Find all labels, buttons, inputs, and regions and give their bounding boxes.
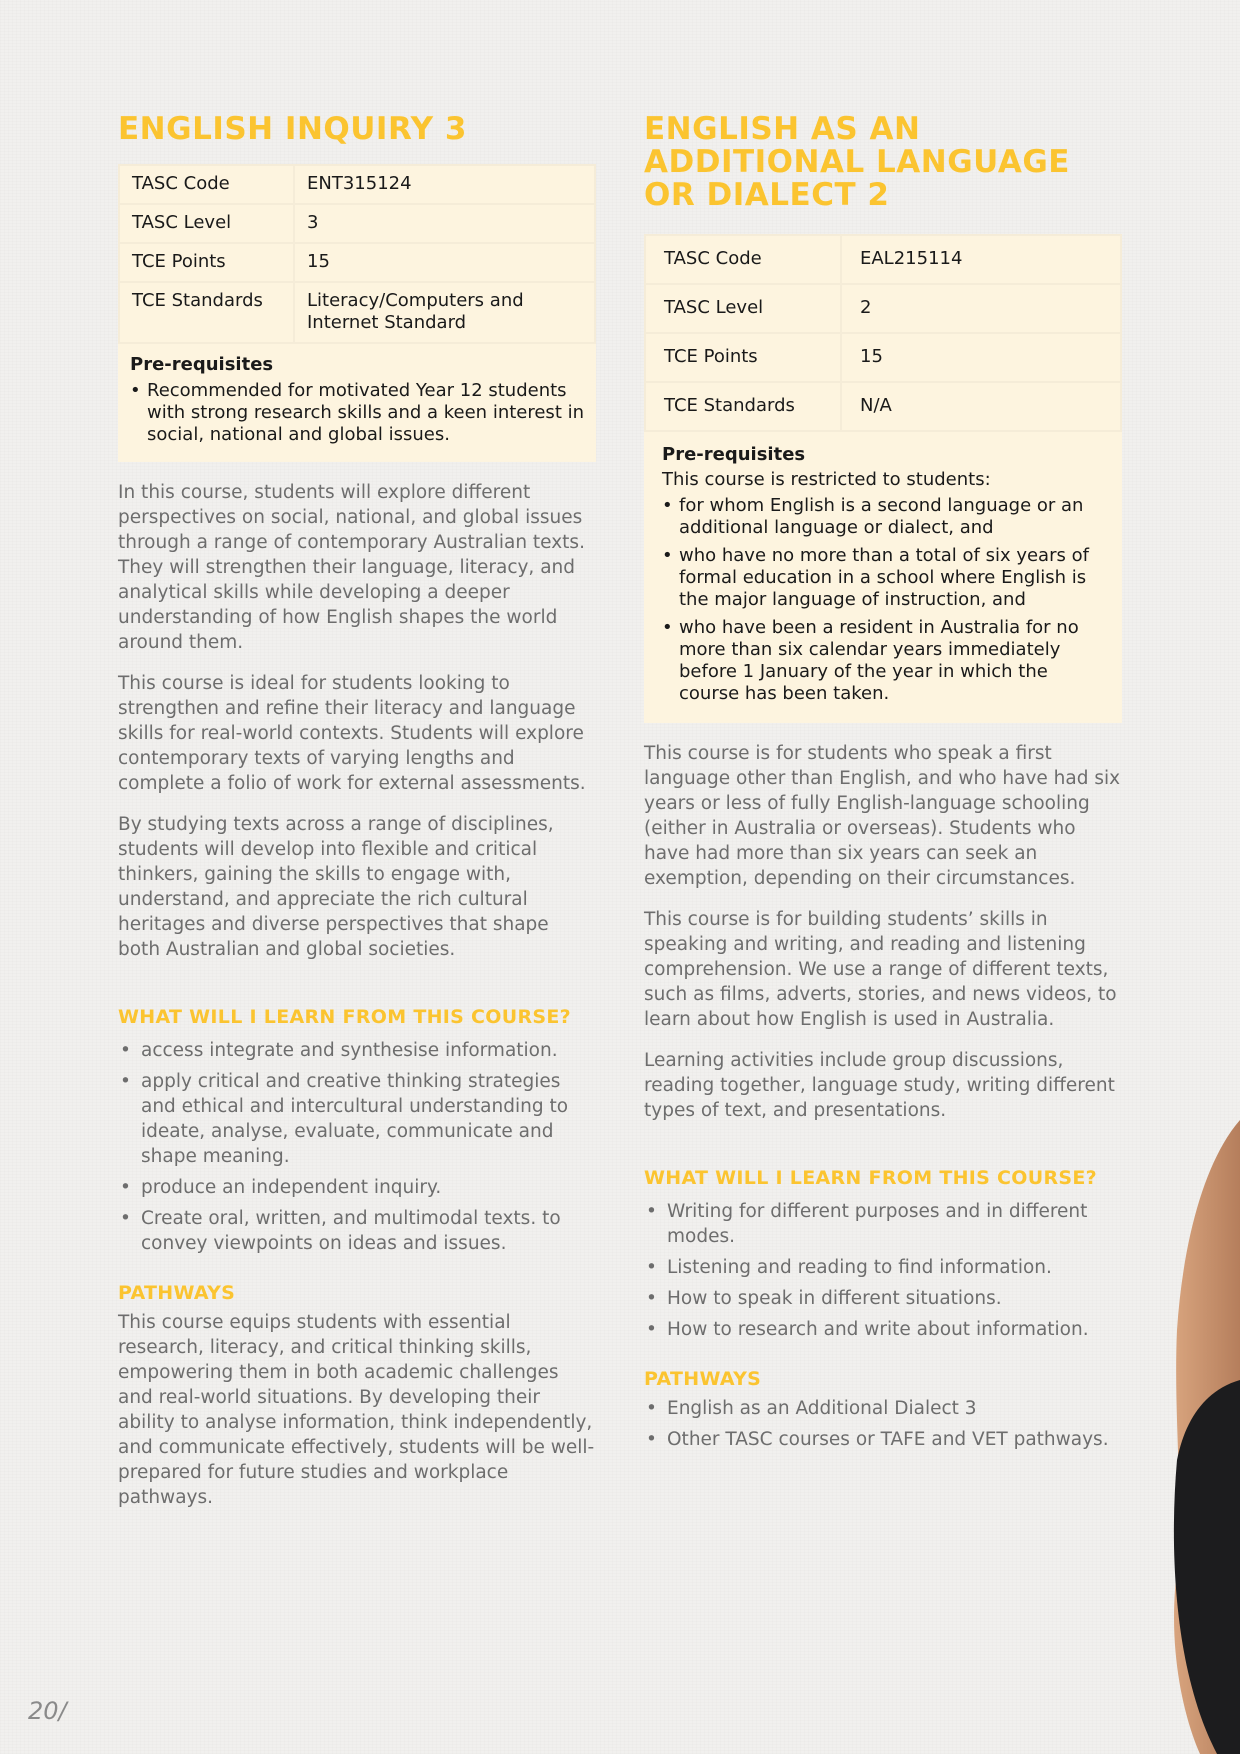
prerequisite-item: • Recommended for motivated Year 12 students with strong research skills and a keen interest in social, national and global issues. [130, 380, 584, 446]
learn-item: • produce an independent inquiry. [118, 1175, 596, 1200]
right-paragraph: Learning activities include group discussions, reading together, language study, writing different types of text, and presentations. [644, 1050, 1115, 1121]
info-row [119, 243, 595, 282]
learn-item: • Listening and reading to find information. [644, 1255, 1122, 1280]
info-value: 15 [294, 243, 595, 282]
prerequisites-title: Pre-requisites [130, 354, 274, 375]
left-pathways-text: This course equips students with essential research, literacy, and critical thinking skills, empowering them in both academic challenges and real-world situations. By developing their ability to analyse information, think independently, and communicate effectively, students will be well-prepared for future studies and workplace pathways. [118, 1312, 595, 1508]
student-photo-graphic [1145, 1120, 1240, 1754]
page-number: 20/ [28, 1697, 67, 1725]
right-learn-list [644, 1199, 1122, 1342]
info-row [645, 382, 1121, 431]
info-row [645, 235, 1121, 284]
left-paragraph: By studying texts across a range of disciplines, students will develop into flexible and critical thinkers, gaining the skills to engage with, understand, and appreciate the rich cultural heritages and diverse perspectives that shape both Australian and global societies. [118, 814, 554, 960]
right-learn-heading: WHAT WILL I LEARN FROM THIS COURSE? [644, 1167, 1097, 1189]
right-course-info-table [644, 234, 1122, 432]
info-row [119, 165, 595, 204]
prerequisite-item: • for whom English is a second language or an additional language or dialect, and [662, 495, 1108, 539]
left-learn-list [118, 1038, 596, 1256]
info-label: TCE Standards [119, 282, 294, 343]
info-label: TCE Standards [645, 382, 841, 431]
right-pathways-heading: PATHWAYS [644, 1368, 762, 1390]
left-prerequisites [118, 344, 596, 462]
right-paragraph: This course is for students who speak a first language other than English, and who have had six years or less of fully English-language schooling (either in Australia or overseas). Students who have had more than six years can seek an exemption, depending on their circumstances. [644, 743, 1121, 889]
info-value: Literacy/Computers and Internet Standard [294, 282, 595, 343]
info-value: 15 [841, 333, 1121, 382]
left-learn-heading: WHAT WILL I LEARN FROM THIS COURSE? [118, 1006, 571, 1028]
right-course-title [644, 113, 1122, 212]
info-value: 3 [294, 204, 595, 243]
learn-item: • How to research and write about information. [644, 1317, 1122, 1342]
title-line: ADDITIONAL LANGUAGE [644, 144, 1070, 180]
info-label: TASC Code [645, 235, 841, 284]
learn-item: • How to speak in different situations. [644, 1286, 1122, 1311]
left-course-title: ENGLISH INQUIRY 3 [118, 111, 467, 147]
info-value: N/A [841, 382, 1121, 431]
prerequisites-list [130, 380, 584, 446]
learn-item: • Create oral, written, and multimodal texts. to convey viewpoints on ideas and issues. [118, 1206, 596, 1256]
pathway-item: • English as an Additional Dialect 3 [644, 1396, 1122, 1421]
info-value: EAL215114 [841, 235, 1121, 284]
info-value: 2 [841, 284, 1121, 333]
right-prerequisites [644, 432, 1122, 723]
info-row [119, 204, 595, 243]
prerequisite-item: • who have no more than a total of six years of formal education in a school where English is the major language of instruction, and [662, 545, 1108, 611]
info-value: ENT315124 [294, 165, 595, 204]
left-course-info-table [118, 164, 596, 344]
right-course-info-box [644, 234, 1122, 723]
info-label: TASC Code [119, 165, 294, 204]
info-row [119, 282, 595, 343]
left-paragraph: This course is ideal for students looking to strengthen and refine their literacy and language skills for real-world contexts. Students will explore contemporary texts of varying lengths and complete a folio of work for external assessments. [118, 673, 586, 794]
learn-item: • apply critical and creative thinking strategies and ethical and intercultural understanding to ideate, analyse, evaluate, communicate and shape meaning. [118, 1069, 596, 1169]
right-pathways-list [644, 1396, 1122, 1452]
left-paragraph: In this course, students will explore different perspectives on social, national, and global issues through a range of contemporary Australian texts. They will strengthen their language, literacy, and analytical skills while developing a deeper understanding of how English shapes the world around them. [118, 482, 585, 653]
title-line: OR DIALECT 2 [644, 177, 890, 213]
prerequisites-intro: This course is restricted to students: [662, 469, 991, 490]
info-label: TCE Points [119, 243, 294, 282]
right-paragraph: This course is for building students’ skills in speaking and writing, and reading and listening comprehension. We use a range of different texts, such as films, adverts, stories, and news videos, to learn about how English is used in Australia. [644, 909, 1117, 1030]
left-column [118, 113, 596, 1526]
prerequisites-title: Pre-requisites [662, 444, 806, 465]
learn-item: • Writing for different purposes and in different modes. [644, 1199, 1122, 1249]
info-label: TASC Level [119, 204, 294, 243]
info-row [645, 333, 1121, 382]
left-pathways-heading: PATHWAYS [118, 1282, 236, 1304]
info-label: TASC Level [645, 284, 841, 333]
info-row [645, 284, 1121, 333]
learn-item: • access integrate and synthesise information. [118, 1038, 596, 1063]
prerequisite-item: • who have been a resident in Australia for no more than six calendar years immediately before 1 January of the year in which the course has been taken. [662, 617, 1108, 705]
title-line: ENGLISH AS AN [644, 111, 921, 147]
pathway-item: • Other TASC courses or TAFE and VET pathways. [644, 1427, 1122, 1452]
info-label: TCE Points [645, 333, 841, 382]
right-column [644, 113, 1122, 1458]
left-course-info-box [118, 164, 596, 462]
student-photo [1145, 1120, 1240, 1754]
prerequisites-list [662, 495, 1108, 705]
